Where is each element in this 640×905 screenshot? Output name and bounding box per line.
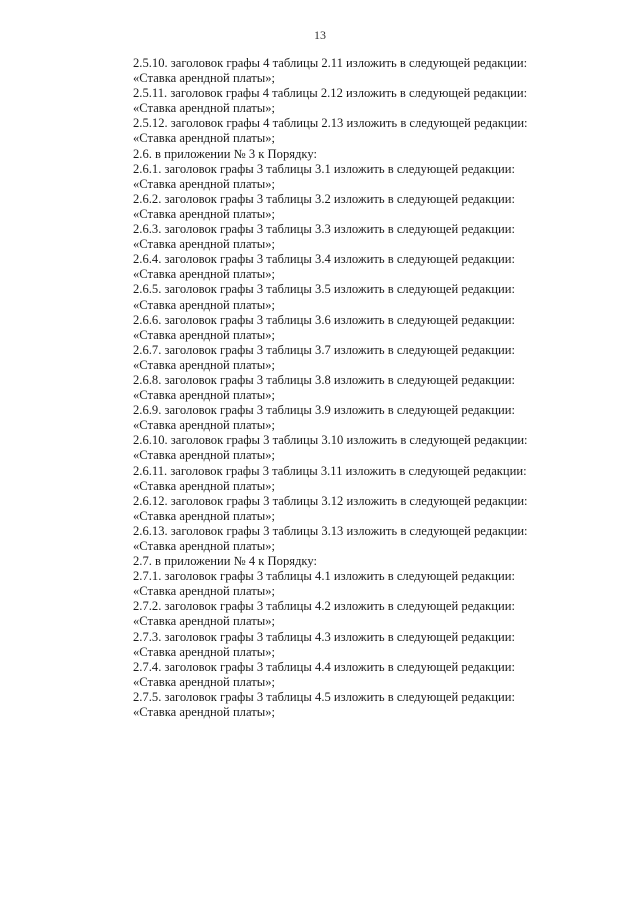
text-line: «Ставка арендной платы»;	[133, 176, 275, 191]
text-line: 2.6.9. заголовок графы 3 таблицы 3.9 изложить в следующей редакции:	[133, 403, 515, 418]
text-line: «Ставка арендной платы»;	[133, 357, 275, 372]
text-line: 2.6.6. заголовок графы 3 таблицы 3.6 изложить в следующей редакции:	[133, 312, 515, 327]
text-line: 2.6.10. заголовок графы 3 таблицы 3.10 изложить в следующей редакции:	[133, 433, 528, 448]
document-body	[133, 56, 613, 720]
text-line: 2.5.12. заголовок графы 4 таблицы 2.13 изложить в следующей редакции:	[133, 116, 528, 131]
text-line: 2.6.1. заголовок графы 3 таблицы 3.1 изложить в следующей редакции:	[133, 161, 515, 176]
text-line: «Ставка арендной платы»;	[133, 478, 275, 493]
text-line: «Ставка арендной платы»;	[133, 297, 275, 312]
text-line: 2.6.4. заголовок графы 3 таблицы 3.4 изложить в следующей редакции:	[133, 252, 515, 267]
text-line: 2.6.3. заголовок графы 3 таблицы 3.3 изложить в следующей редакции:	[133, 222, 515, 237]
text-line: 2.5.10. заголовок графы 4 таблицы 2.11 изложить в следующей редакции:	[133, 56, 528, 70]
text-line: «Ставка арендной платы»;	[133, 237, 275, 252]
text-line: 2.7.2. заголовок графы 3 таблицы 4.2 изложить в следующей редакции:	[133, 599, 515, 614]
text-line: 2.6.2. заголовок графы 3 таблицы 3.2 изложить в следующей редакции:	[133, 191, 515, 206]
text-line: «Ставка арендной платы»;	[133, 705, 275, 720]
text-line: «Ставка арендной платы»;	[133, 644, 275, 659]
text-line: «Ставка арендной платы»;	[133, 327, 275, 342]
text-line: 2.6.13. заголовок графы 3 таблицы 3.13 изложить в следующей редакции:	[133, 523, 528, 538]
text-line: «Ставка арендной платы»;	[133, 448, 275, 463]
text-line: «Ставка арендной платы»;	[133, 388, 275, 403]
text-line: 2.6.7. заголовок графы 3 таблицы 3.7 изложить в следующей редакции:	[133, 342, 515, 357]
text-line: «Ставка арендной платы»;	[133, 267, 275, 282]
text-line: 2.5.11. заголовок графы 4 таблицы 2.12 изложить в следующей редакции:	[133, 86, 528, 101]
text-line: 2.6. в приложении № 3 к Порядку:	[133, 146, 318, 161]
text-line: «Ставка арендной платы»;	[133, 614, 275, 629]
text-line: 2.6.8. заголовок графы 3 таблицы 3.8 изложить в следующей редакции:	[133, 372, 515, 387]
text-line: 2.7.3. заголовок графы 3 таблицы 4.3 изложить в следующей редакции:	[133, 629, 515, 644]
text-line: 2.7.4. заголовок графы 3 таблицы 4.4 изложить в следующей редакции:	[133, 659, 515, 674]
text-line: 2.6.5. заголовок графы 3 таблицы 3.5 изложить в следующей редакции:	[133, 282, 515, 297]
page-number: 13	[314, 28, 326, 42]
text-line: «Ставка арендной платы»;	[133, 584, 275, 599]
text-line: «Ставка арендной платы»;	[133, 71, 275, 86]
text-line: 2.7.5. заголовок графы 3 таблицы 4.5 изложить в следующей редакции:	[133, 689, 515, 704]
text-line: 2.7. в приложении № 4 к Порядку:	[133, 554, 318, 569]
text-line: 2.7.1. заголовок графы 3 таблицы 4.1 изложить в следующей редакции:	[133, 569, 515, 584]
text-line: «Ставка арендной платы»;	[133, 206, 275, 221]
text-line: 2.6.11. заголовок графы 3 таблицы 3.11 изложить в следующей редакции:	[133, 463, 527, 478]
text-line: «Ставка арендной платы»;	[133, 674, 275, 689]
text-line: «Ставка арендной платы»;	[133, 508, 275, 523]
text-line: 2.6.12. заголовок графы 3 таблицы 3.12 изложить в следующей редакции:	[133, 493, 528, 508]
text-line: «Ставка арендной платы»;	[133, 418, 275, 433]
text-line: «Ставка арендной платы»;	[133, 131, 275, 146]
text-line: «Ставка арендной платы»;	[133, 101, 275, 116]
text-line: «Ставка арендной платы»;	[133, 539, 275, 553]
